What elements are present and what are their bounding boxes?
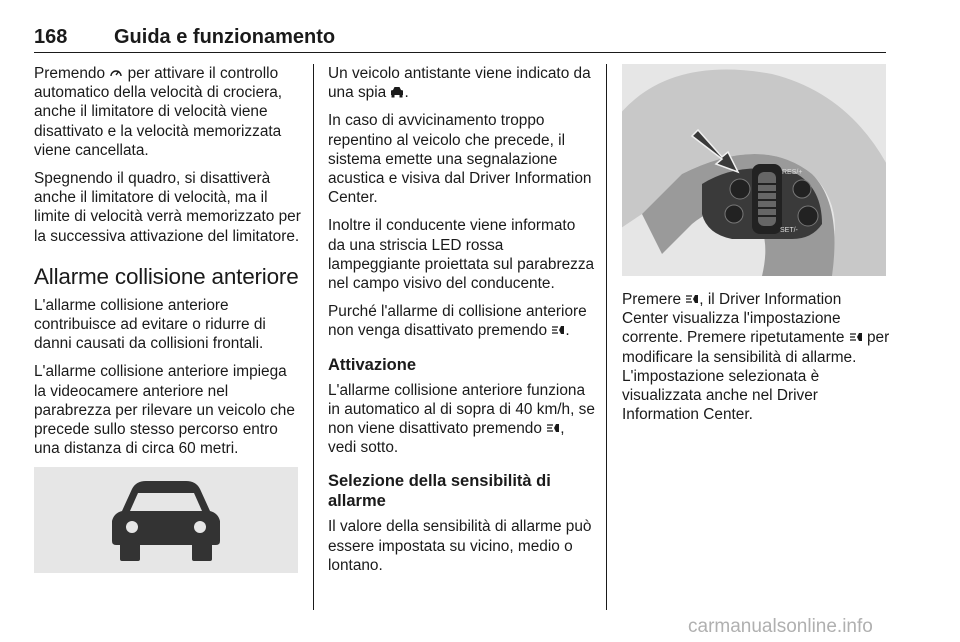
text: per attivare il controllo automatico della velocità di crociera, anche il limitatore di velocità viene disattivato e la velocità memorizzata viene cancellata. [34,65,283,159]
text: , il Driver Information Center visualizza l'impostazione corrente. Premere ripetutamente [622,291,849,347]
collision-alert-button-icon [546,422,560,434]
paragraph: Il valore della sensibilità di allarme può essere impostata su vicino, medio o lontano. [328,518,592,574]
page-header [34,26,886,53]
paragraph [328,64,596,102]
text: L'allarme collisione anteriore funziona in automatico al di sopra di 40 km/h, se non viene disattivato premendo [328,381,595,438]
collision-alert-button-icon [849,331,863,343]
paragraph: L'allarme collisione anteriore contribuisce ad evitare o ridurre di danni causati da collisioni frontali. [34,296,266,353]
section-heading: Attivazione [328,355,417,374]
steering-wheel-illustration [622,64,886,276]
paragraph [622,290,890,424]
paragraph: In caso di avvicinamento troppo repentino al veicolo che precede, il sistema emette una segnalazione acustica e visiva dal Driver Information Center. [328,112,592,207]
paragraph: Inoltre il conducente viene informato da una striscia LED rossa lampeggiante proiettata sul parabrezza nel campo visivo del conducente. [328,217,595,293]
paragraph [34,64,302,160]
section-heading: Selezione della sensibilità di allarme [328,472,551,511]
vehicle-ahead-figure [34,467,298,573]
column-1 [34,64,302,573]
text: Un veicolo antistante viene indicato da una spia [328,65,591,102]
watermark: carmanualsonline.info [688,616,873,637]
text: Purché l'allarme di collisione anteriore non venga disattivato premendo [328,303,587,340]
paragraph: Spegnendo il quadro, si disattiverà anche il limitatore di velocità, ma il limite di velocità verrà memorizzato per la successiva attivazione del limitatore. [34,170,301,245]
text: per modificare la sensibilità di allarme. L'impostazione selezionata è visualizzata anche nel Driver Information Center. [622,329,890,424]
paragraph [328,381,596,458]
text: Premendo [34,65,110,82]
column-divider [313,64,314,610]
text: Premere [622,291,686,308]
steering-wheel-figure [622,64,886,276]
car-front-icon [34,467,298,573]
text: , vedi sotto. [328,420,565,457]
text: . [404,84,409,102]
text: . [565,322,570,340]
column-divider [606,64,607,610]
page-number: 168 [34,26,68,48]
res-label: RES/+ [782,169,803,176]
page-title: Guida e funzionamento [114,26,336,48]
collision-alert-button-icon [685,293,699,305]
set-label: SET/- [780,227,798,234]
paragraph [328,302,596,340]
paragraph: L'allarme collisione anteriore impiega la videocamere anteriore nel parabrezza per rilevare un veicolo che precede sullo stesso percorso entro una distanza di circa 60 metri. [34,363,295,458]
collision-alert-button-icon [551,324,565,336]
column-3 [622,64,890,433]
vehicle-ahead-icon [390,86,404,98]
section-heading: Allarme collisione anteriore [34,263,299,289]
cruise-control-icon [109,67,123,79]
column-2 [328,64,596,584]
